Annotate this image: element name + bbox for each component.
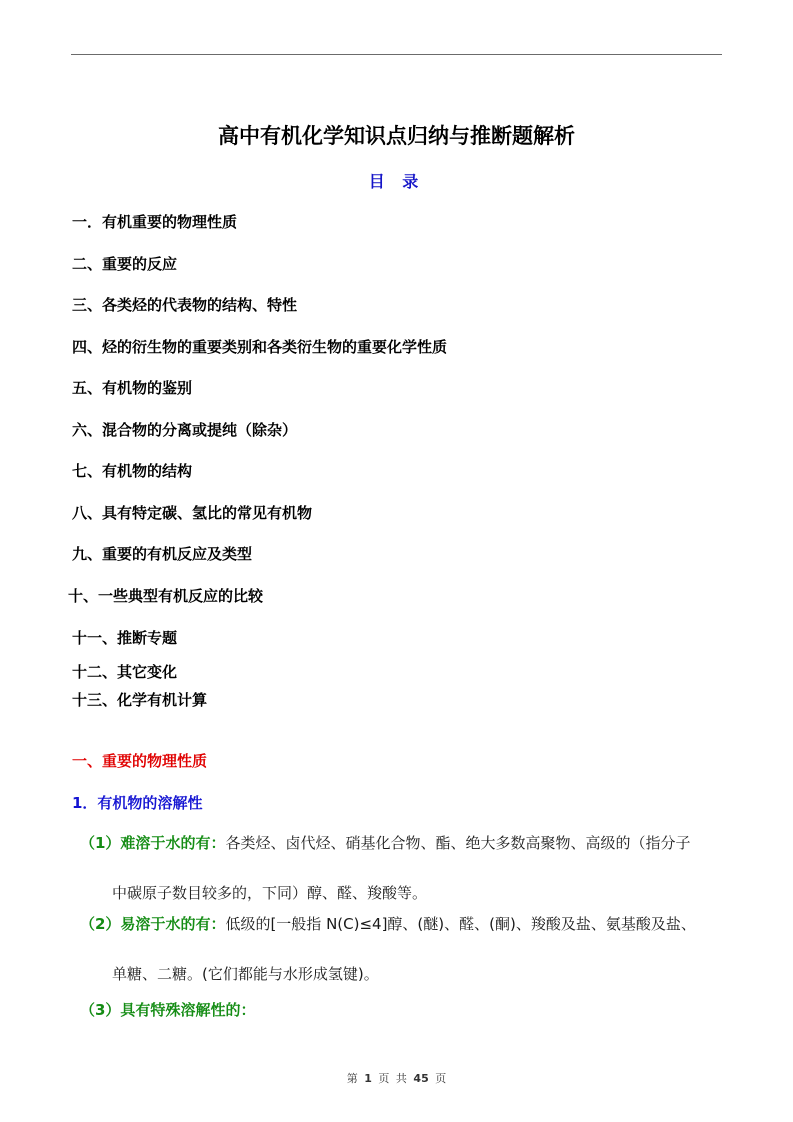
toc-item[interactable]: 十三、化学有机计算 <box>72 691 208 709</box>
paragraph-lead: （2）易溶于水的有： <box>80 915 226 933</box>
footer-prefix: 第 <box>346 1072 358 1085</box>
paragraph-text: 单糖、二糖。(它们都能与水形成氢键)。 <box>112 965 379 983</box>
toc-item[interactable]: 八、具有特定碳、氢比的常见有机物 <box>72 504 313 522</box>
toc-item[interactable]: 六、混合物的分离或提纯（除杂） <box>72 421 298 439</box>
toc-item[interactable]: 十二、其它变化 <box>72 663 178 681</box>
toc-item[interactable]: 一．有机重要的物理性质 <box>72 213 238 231</box>
header-rule <box>71 54 722 55</box>
toc-item[interactable]: 十一、推断专题 <box>72 629 178 647</box>
paragraph-text: 各类烃、卤代烃、硝基化合物、酯、绝大多数高聚物、高级的（指分子 <box>225 834 691 852</box>
paragraph-special-solubility <box>80 985 730 1035</box>
toc-item[interactable]: 三、各类烃的代表物的结构、特性 <box>72 296 298 314</box>
document-title: 高中有机化学知识点归纳与推断题解析 <box>218 124 575 148</box>
toc-item[interactable]: 四、烃的衍生物的重要类别和各类衍生物的重要化学性质 <box>72 338 448 356</box>
toc-item[interactable]: 九、重要的有机反应及类型 <box>72 545 253 563</box>
section-heading: 一、重要的物理性质 <box>72 752 208 770</box>
paragraph-lead: （3）具有特殊溶解性的： <box>80 1001 256 1019</box>
subsection-heading: 1．有机物的溶解性 <box>72 794 203 812</box>
footer-total-pages: 45 <box>413 1072 429 1085</box>
paragraph-text: 中碳原子数目较多的，下同）醇、醛、羧酸等。 <box>112 884 428 902</box>
paragraph-lead: （1）难溶于水的有： <box>80 834 226 852</box>
footer-suffix: 页 <box>435 1072 447 1085</box>
toc-heading: 目 录 <box>368 172 425 191</box>
footer-page-number: 1 <box>364 1072 372 1085</box>
toc-item[interactable]: 五、有机物的鉴别 <box>72 379 193 397</box>
footer-middle: 页 共 <box>378 1072 407 1085</box>
toc-item[interactable]: 十、一些典型有机反应的比较 <box>68 587 264 605</box>
paragraph-soluble <box>80 899 730 999</box>
paragraph-text: 低级的[一般指 N(C)≤4]醇、(醚)、醛、(酮)、羧酸及盐、氨基酸及盐、 <box>225 915 696 933</box>
page-footer <box>0 1070 793 1086</box>
toc-item[interactable]: 七、有机物的结构 <box>72 462 193 480</box>
toc-item[interactable]: 二、重要的反应 <box>72 255 178 273</box>
